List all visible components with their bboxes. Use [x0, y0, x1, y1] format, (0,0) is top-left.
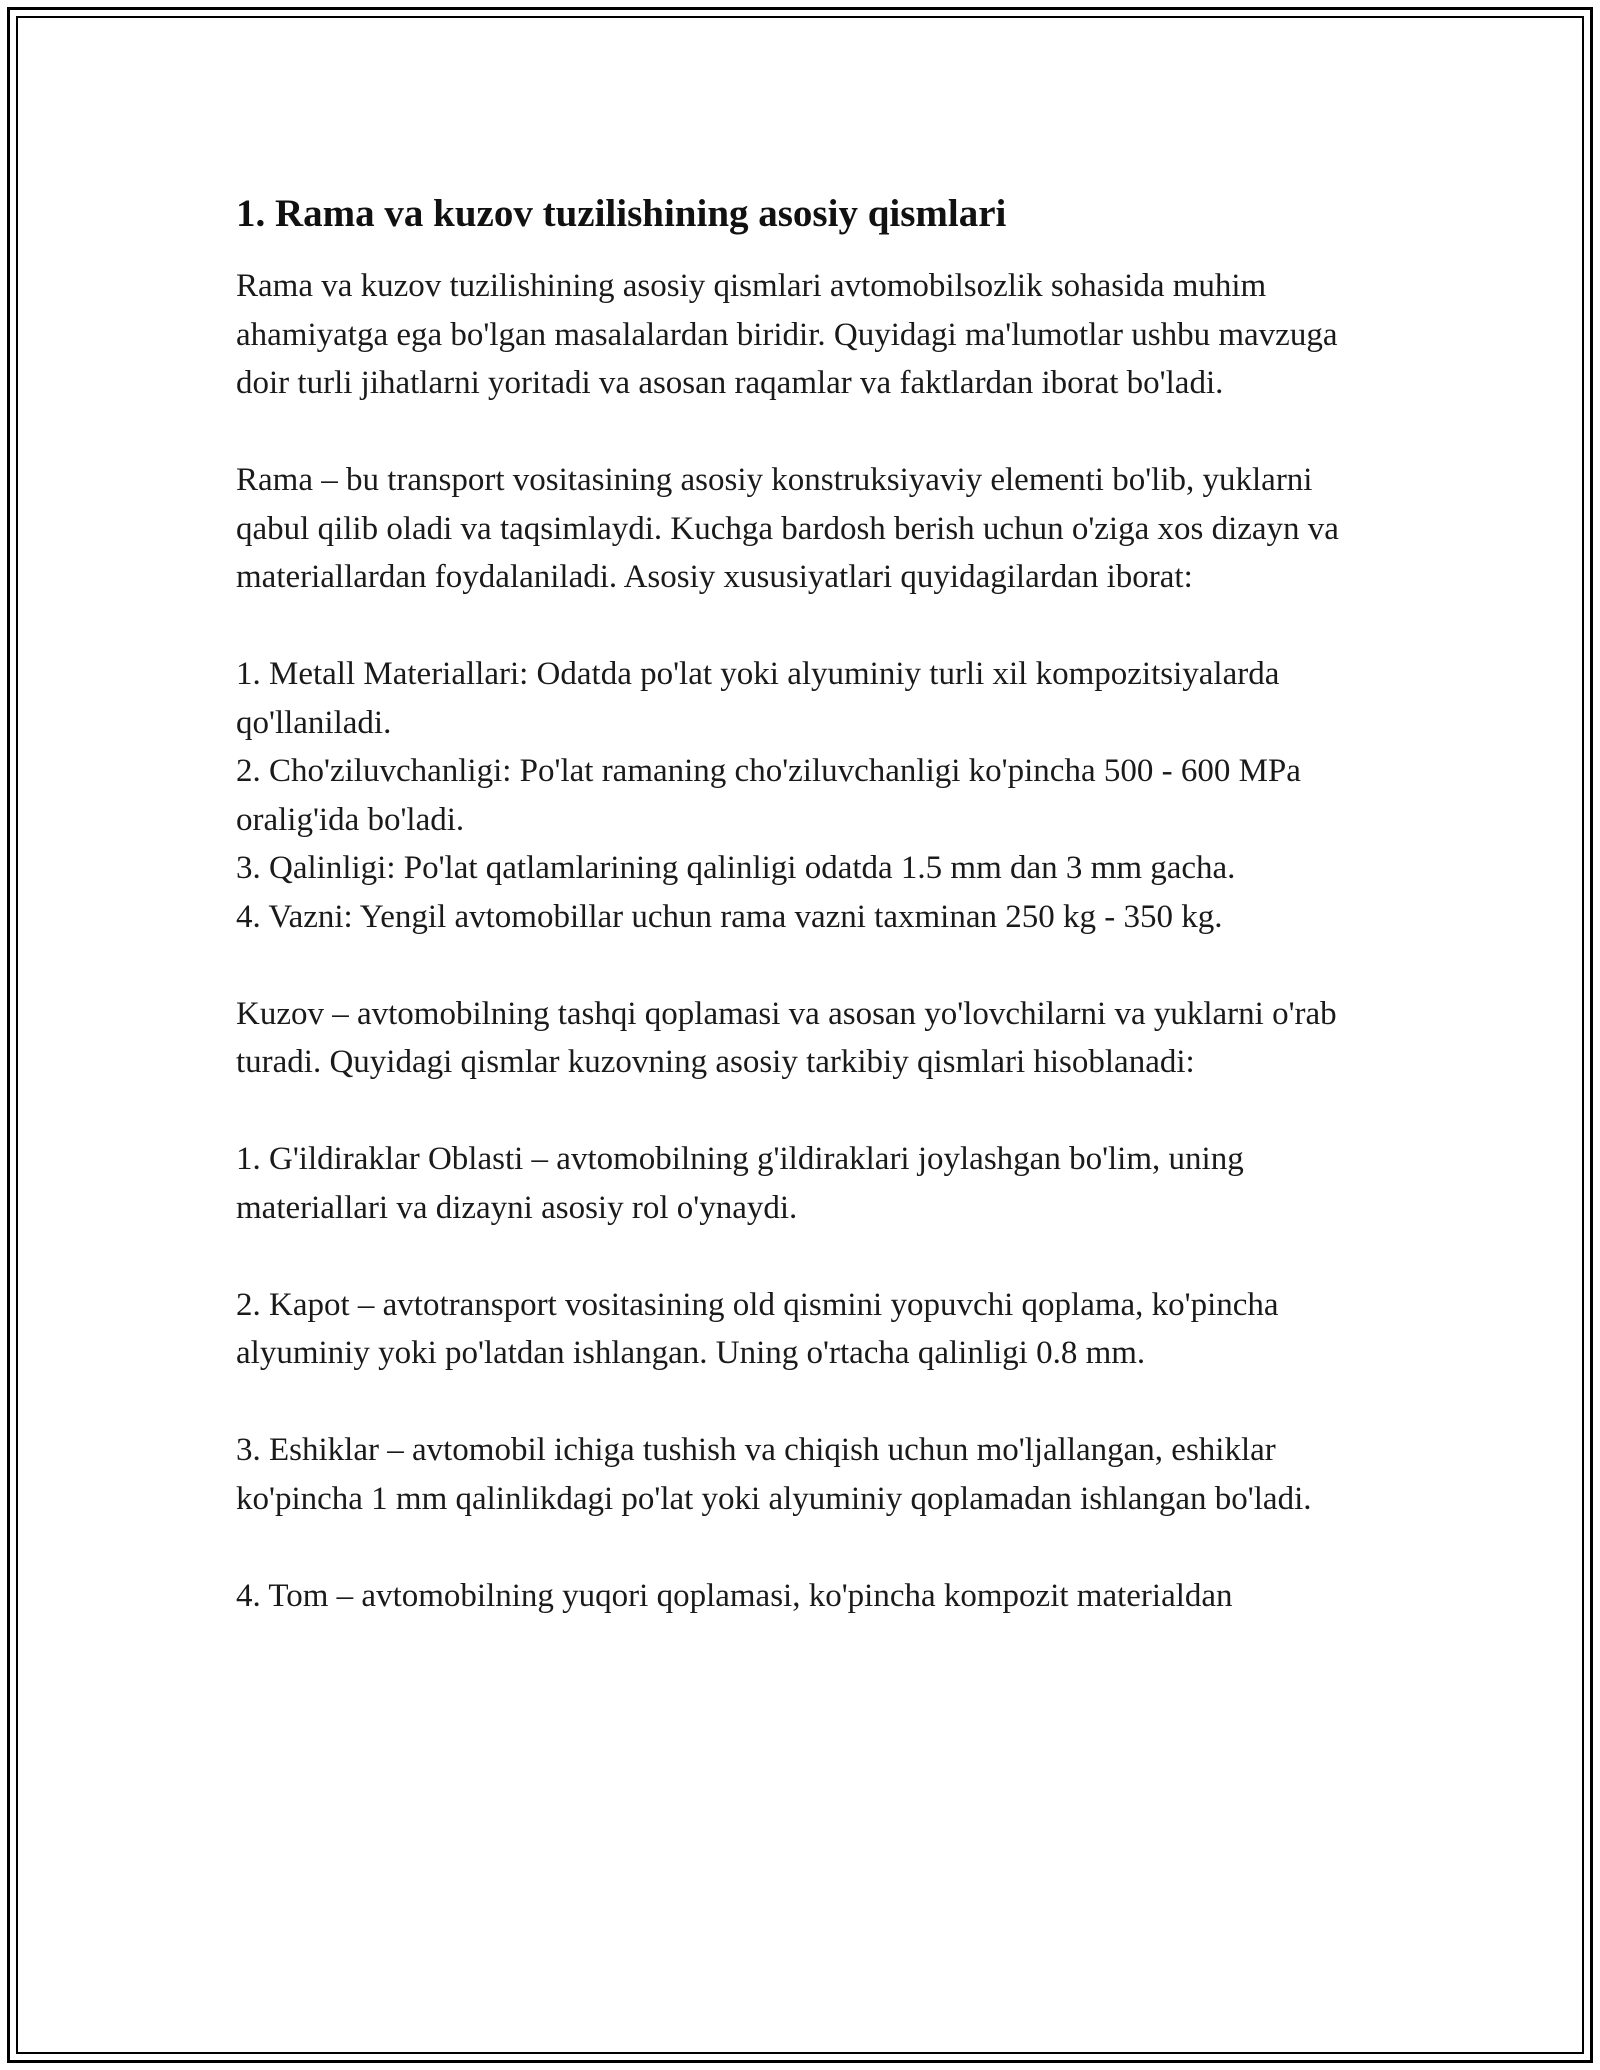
list-item: 1. Metall Materiallari: Odatda po'lat yoki alyuminiy turli xil kompozitsiyalarda qo'llaniladi.: [236, 656, 1280, 741]
list-item: 4. Vazni: Yengil avtomobillar uchun rama vazni taxminan 250 kg - 350 kg.: [236, 898, 1223, 935]
document-body: [236, 186, 1366, 1620]
list-item: 3. Qalinligi: Po'lat qatlamlarining qalinligi odatda 1.5 mm dan 3 mm gacha.: [236, 850, 1236, 886]
list-item: 3. Eshiklar – avtomobil ichiga tushish va chiqish uchun mo'ljallangan, eshiklar ko'pincha 1 mm qalinlikdagi po'lat yoki alyuminiy qoplamadan ishlangan bo'ladi.: [236, 1432, 1312, 1517]
list-item: 2. Cho'ziluvchanligi: Po'lat ramaning cho'ziluvchanligi ko'pincha 500 - 600 MPa oralig'ida bo'ladi.: [236, 753, 1301, 838]
list-item: 1. G'ildiraklar Oblasti – avtomobilning g'ildiraklari joylashgan bo'lim, uning materiallari va dizayni asosiy rol o'ynaydi.: [236, 1141, 1244, 1226]
rama-intro-paragraph: Rama – bu transport vositasining asosiy konstruksiyaviy elementi bo'lib, yuklarni qabul qilib oladi va taqsimlaydi. Kuchga bardosh berish uchun o'ziga xos dizayn va materiallardan foydalaniladi. Asosiy xususiyatlari quyidagilardan iborat:: [236, 462, 1339, 595]
rama-properties-list: [236, 650, 1366, 941]
intro-paragraph: Rama va kuzov tuzilishining asosiy qismlari avtomobilsozlik sohasida muhim ahamiyatga ega bo'lgan masalalardan biridir. Quyidagi ma'lumotlar ushbu mavzuga doir turli jihatlarni yoritadi va asosan raqamlar va faktlardan iborat bo'ladi.: [236, 268, 1338, 401]
list-item: 4. Tom – avtomobilning yuqori qoplamasi, ko'pincha kompozit materialdan: [236, 1577, 1233, 1614]
list-item: 2. Kapot – avtotransport vositasining old qismini yopuvchi qoplama, ko'pincha alyuminiy yoki po'latdan ishlangan. Uning o'rtacha qalinligi 0.8 mm.: [236, 1286, 1279, 1371]
section-heading: 1. Rama va kuzov tuzilishining asosiy qismlari: [236, 192, 1007, 235]
kuzov-intro-paragraph: Kuzov – avtomobilning tashqi qoplamasi va asosan yo'lovchilarni va yuklarni o'rab turadi. Quyidagi qismlar kuzovning asosiy tarkibiy qismlari hisoblanadi:: [236, 995, 1337, 1080]
